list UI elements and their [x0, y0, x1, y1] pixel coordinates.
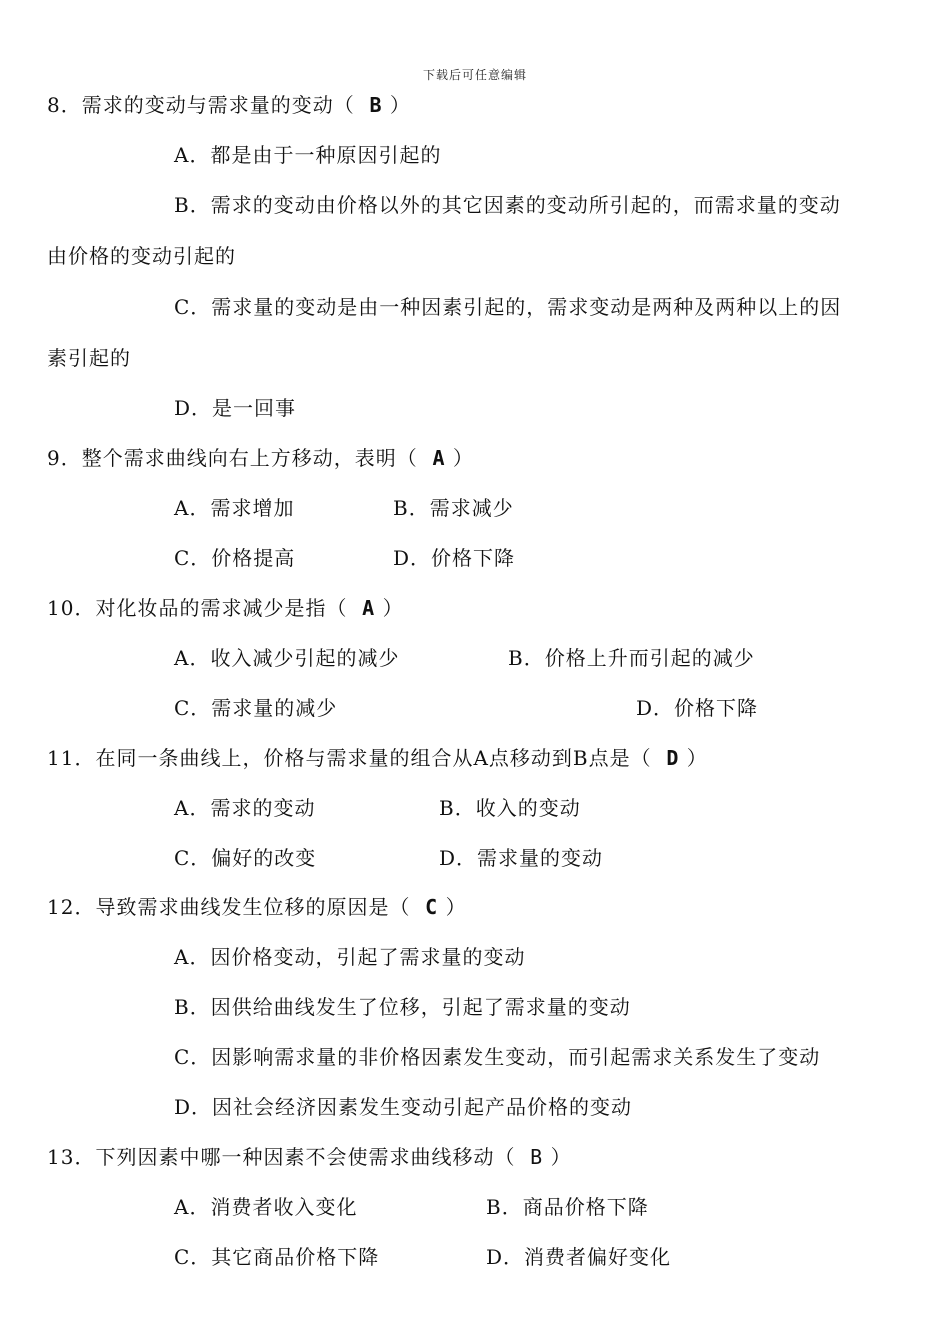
question-13-option-c: C．其它商品价格下降: [174, 1245, 380, 1269]
question-12-close: ）: [445, 895, 467, 919]
question-9-option-d: D．价格下降: [393, 546, 516, 570]
question-11-option-d: D．需求量的变动: [439, 846, 604, 870]
question-9-answer: A: [432, 446, 446, 470]
question-12-answer: C: [425, 895, 439, 919]
question-10-answer: A: [362, 596, 376, 620]
question-10-option-a: A．收入减少引起的减少: [174, 646, 400, 670]
question-9-option-a: A．需求增加: [174, 496, 295, 520]
question-13-answer: B: [530, 1145, 544, 1169]
question-9-option-c: C．价格提高: [174, 546, 296, 570]
question-13-option-a: A．消费者收入变化: [174, 1195, 358, 1219]
question-13-option-d: D．消费者偏好变化: [486, 1245, 672, 1269]
question-8-option-b-line2: 由价格的变动引起的: [47, 244, 236, 268]
question-11-option-b: B．收入的变动: [439, 796, 581, 820]
question-11: [47, 746, 708, 770]
question-13-stem: 13．下列因素中哪一种因素不会使需求曲线移动（: [47, 1145, 516, 1169]
question-11-stem: 11．在同一条曲线上，价格与需求量的组合从A点移动到B点是（: [47, 746, 652, 770]
question-10-stem: 10．对化妆品的需求减少是指（: [47, 596, 348, 620]
question-12-option-c: C．因影响需求量的非价格因素发生变动，而引起需求关系发生了变动: [174, 1045, 821, 1069]
question-9-option-b: B．需求减少: [393, 496, 514, 520]
question-12-option-d: D．因社会经济因素发生变动引起产品价格的变动: [174, 1095, 633, 1119]
question-10-close: ）: [382, 596, 404, 620]
question-8-option-c-line1: C．需求量的变动是由一种因素引起的，需求变动是两种及两种以上的因: [174, 295, 842, 319]
question-8: [47, 93, 411, 117]
question-10-option-d: D．价格下降: [636, 696, 759, 720]
page-header: 下载后可任意编辑: [422, 68, 527, 82]
question-12-option-b: B．因供给曲线发生了位移，引起了需求量的变动: [174, 995, 631, 1019]
question-8-option-d: D．是一回事: [174, 396, 297, 420]
question-8-option-b-line1: B．需求的变动由价格以外的其它因素的变动所引起的，而需求量的变动: [174, 193, 841, 217]
question-9-stem: 9．整个需求曲线向右上方移动，表明（: [47, 446, 418, 470]
question-10-option-c: C．需求量的减少: [174, 696, 338, 720]
question-10-option-b: B．价格上升而引起的减少: [508, 646, 755, 670]
question-11-option-c: C．偏好的改变: [174, 846, 317, 870]
question-8-option-a: A．都是由于一种原因引起的: [174, 143, 442, 167]
question-13: [47, 1145, 572, 1169]
question-8-close: ）: [389, 93, 411, 117]
question-9: [47, 446, 474, 470]
question-12: [47, 895, 467, 919]
question-13-option-b: B．商品价格下降: [486, 1195, 649, 1219]
question-11-option-a: A．需求的变动: [174, 796, 316, 820]
question-8-answer: B: [369, 93, 383, 117]
question-13-close: ）: [550, 1145, 572, 1169]
question-12-option-a: A．因价格变动，引起了需求量的变动: [174, 945, 526, 969]
question-11-close: ）: [686, 746, 708, 770]
question-8-stem: 8．需求的变动与需求量的变动（: [47, 93, 355, 117]
question-11-answer: D: [666, 746, 680, 770]
question-9-close: ）: [452, 446, 474, 470]
question-8-option-c-line2: 素引起的: [47, 346, 131, 370]
question-10: [47, 596, 404, 620]
question-12-stem: 12．导致需求曲线发生位移的原因是（: [47, 895, 411, 919]
